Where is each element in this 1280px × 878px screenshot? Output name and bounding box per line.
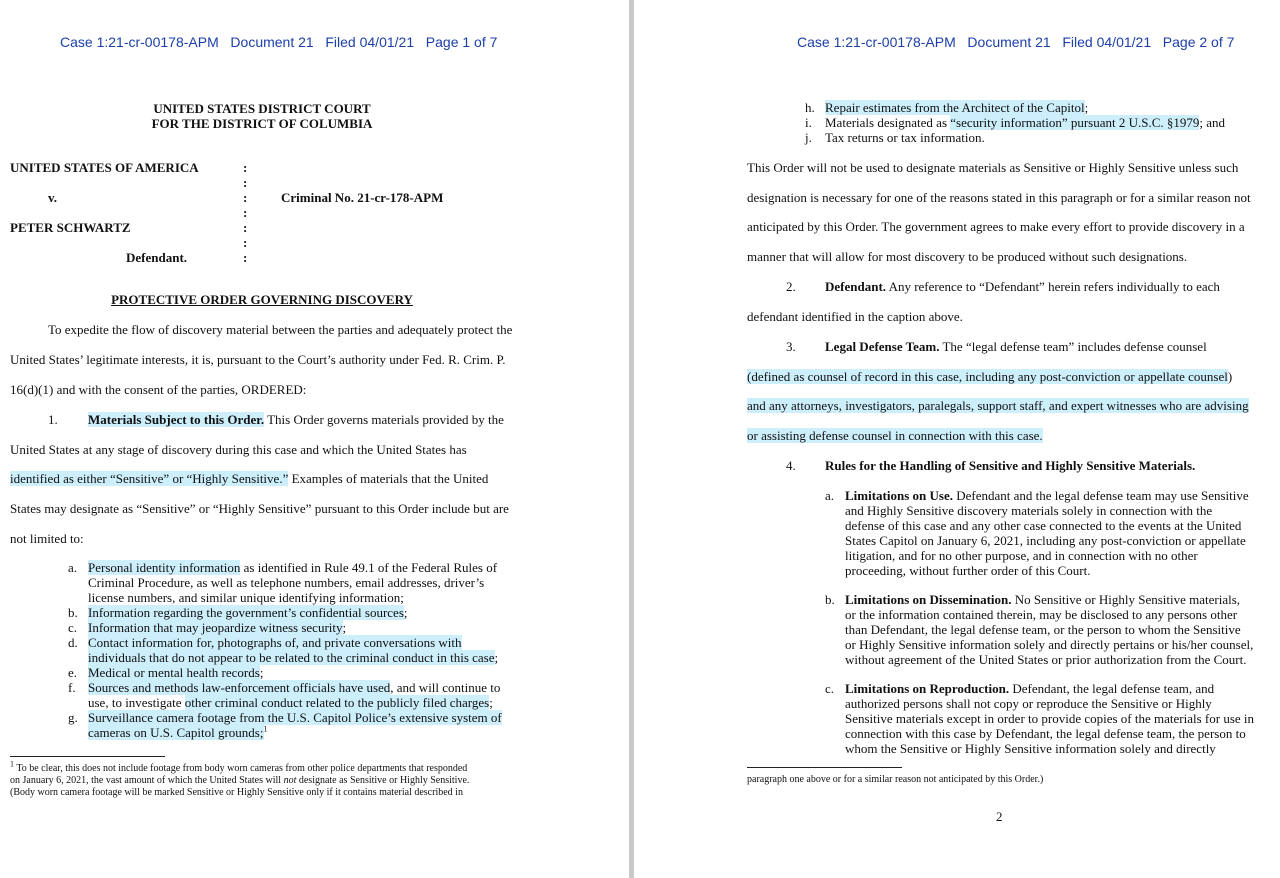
list-label: g. [68, 710, 78, 725]
section-2-number: 2. [786, 279, 796, 294]
header-case: Case 1:21-cr-00178-APM [60, 34, 219, 50]
list-item-b: Information regarding the government’s confidential sources; [88, 605, 408, 620]
list-label: a. [825, 488, 835, 503]
limitations-reproduction-line: connection with this case by Defendant, the legal defense team, the person to [845, 726, 1246, 741]
body-line: designation is necessary for one of the reasons stated in this paragraph or for a similar reason not [747, 190, 1251, 205]
intro-line: United States’ legitimate interests, it is, pursuant to the Court’s authority under Fed. R. Crim. P. [10, 352, 506, 367]
section-1-line: States may designate as “Sensitive” or “Highly Sensitive” pursuant to this Order include but are [10, 501, 509, 516]
footnote-line: (Body worn camera footage will be marked Sensitive or Highly Sensitive only if it contains material described in [10, 787, 463, 798]
header-filed: Filed 04/01/21 [325, 34, 415, 50]
header-page: Page 2 of 7 [1162, 34, 1235, 50]
header-filed: Filed 04/01/21 [1062, 34, 1152, 50]
limitations-reproduction-line: Limitations on Reproduction. Defendant, the legal defense team, and [845, 681, 1215, 696]
list-item-d-line: individuals that do not appear to be related to the criminal conduct in this case; [88, 650, 499, 665]
limitations-dissemination-line: than Defendant, the legal defense team, or the person to whom the Sensitive [845, 622, 1241, 637]
section-1-line: not limited to: [10, 531, 84, 546]
limitations-use-line: proceeding, without further order of this Court. [845, 563, 1091, 578]
caption-defendant-role: Defendant. [126, 250, 188, 265]
caption-versus: v. [48, 190, 58, 205]
list-item-a-line: Criminal Procedure, as well as telephone numbers, email addresses, driver’s [88, 575, 485, 590]
section-4-number: 4. [786, 458, 796, 473]
list-item-h: Repair estimates from the Architect of the Capitol; [825, 100, 1089, 115]
header-document: Document 21 [967, 34, 1051, 50]
list-label: j. [805, 130, 812, 145]
section-1-line: identified as either “Sensitive” or “Highly Sensitive.” Examples of materials that the United [10, 471, 489, 486]
list-item-a-line: license numbers, and similar unique identifying information; [88, 590, 404, 605]
document-page-1 [0, 0, 630, 878]
list-item-a: Personal identity information as identified in Rule 49.1 of the Federal Rules of [88, 560, 498, 575]
section-1-heading: Materials Subject to this Order. [88, 412, 265, 427]
body-line: anticipated by this Order. The government agrees to make every effort to provide discovery in a [747, 219, 1245, 234]
list-label: a. [68, 560, 78, 575]
list-label: c. [825, 681, 835, 696]
list-item-c: Information that may jeopardize witness security; [88, 620, 347, 635]
order-title: PROTECTIVE ORDER GOVERNING DISCOVERY [111, 292, 413, 307]
header-case: Case 1:21-cr-00178-APM [797, 34, 956, 50]
footnote-rule [10, 756, 165, 757]
footnote-rule [747, 767, 902, 768]
court-district: FOR THE DISTRICT OF COLUMBIA [151, 116, 373, 131]
list-item-e: Medical or mental health records; [88, 665, 264, 680]
section-1-line: Materials Subject to this Order. This Order governs materials provided by the [88, 412, 504, 427]
limitations-dissemination-line: Limitations on Dissemination. No Sensitive or Highly Sensitive materials, [845, 592, 1241, 607]
list-item-f-line: use, to investigate other criminal conduct related to the publicly filed charges; [88, 695, 493, 710]
list-label: f. [68, 680, 76, 695]
caption-colon: : [243, 250, 248, 265]
body-line: This Order will not be used to designate materials as Sensitive or Highly Sensitive unless such [747, 160, 1239, 175]
court-name: UNITED STATES DISTRICT COURT [153, 101, 371, 116]
limitations-reproduction-line: authorized persons shall not copy or reproduce the Sensitive or Highly [845, 696, 1212, 711]
caption-criminal-no: Criminal No. 21-cr-178-APM [281, 190, 444, 205]
caption-colon: : [243, 220, 248, 235]
limitations-dissemination-line: without agreement of the United States or prior authorization from the Court. [845, 652, 1247, 667]
page-header [797, 34, 1234, 50]
list-item-d: Contact information for, photographs of, and private conversations with [88, 635, 462, 650]
list-item-i: Materials designated as “security information” pursuant 2 U.S.C. §1979; and [825, 115, 1226, 130]
caption-defendant: PETER SCHWARTZ [10, 220, 131, 235]
section-1-number: 1. [48, 412, 58, 427]
list-label: i. [805, 115, 812, 130]
limitations-use-line: defense of this case and any other case connected to the events at the United [845, 518, 1242, 533]
section-3-line: Legal Defense Team. The “legal defense team” includes defense counsel [825, 339, 1207, 354]
footnote-ref: 1 [263, 724, 268, 734]
list-item-g: Surveillance camera footage from the U.S. Capitol Police’s extensive system of [88, 710, 502, 725]
body-line: manner that will allow for most discovery to be produced without such designations. [747, 249, 1188, 264]
section-2-heading: Defendant. [825, 279, 887, 294]
section-2-line: Defendant. Any reference to “Defendant” herein refers individually to each [825, 279, 1220, 294]
document-page-2 [634, 0, 1280, 878]
footnote-line: $^1$ To be clear, this does not include footage from body worn cameras from other police departments that responded [10, 759, 468, 774]
header-document: Document 21 [230, 34, 314, 50]
limitations-dissemination-heading: Limitations on Dissemination. [845, 592, 1012, 607]
section-2-line: defendant identified in the caption above. [747, 309, 963, 324]
list-item-f: Sources and methods law-enforcement officials have used, and will continue to [88, 680, 501, 695]
limitations-use-line: States Capitol on January 6, 2021, including any post-conviction or appellate [845, 533, 1246, 548]
section-3-number: 3. [786, 339, 796, 354]
list-item-g-line: cameras on U.S. Capitol grounds;$^1$ [88, 724, 268, 740]
limitations-reproduction-heading: Limitations on Reproduction. [845, 681, 1010, 696]
list-label: b. [825, 592, 835, 607]
page-number: 2 [996, 809, 1003, 824]
footnote-line: on January 6, 2021, the vast amount of which the United States will not designate as Sensitive or Highly Sensitive. [10, 775, 470, 786]
caption-colon: : [243, 190, 248, 205]
caption-colon: : [243, 235, 248, 250]
section-3-line: (defined as counsel of record in this case, including any post-conviction or appellate counsel) [747, 369, 1233, 384]
footnote-continuation: paragraph one above or for a similar reason not anticipated by this Order.) [747, 774, 1044, 785]
caption-colon: : [243, 205, 248, 220]
section-3-heading: Legal Defense Team. [825, 339, 940, 354]
limitations-dissemination-line: or the information contained therein, may be disclosed to any persons other [845, 607, 1238, 622]
list-label: h. [805, 100, 815, 115]
limitations-use-line: Limitations on Use. Defendant and the legal defense team may use Sensitive [845, 488, 1249, 503]
limitations-use-line: litigation, and for no other purpose, and in connection with no other [845, 548, 1198, 563]
caption-plaintiff: UNITED STATES OF AMERICA [10, 160, 199, 175]
section-1-line: United States at any stage of discovery during this case and which the United States has [10, 442, 467, 457]
list-label: d. [68, 635, 78, 650]
section-3-line: or assisting defense counsel in connection with this case. [747, 428, 1043, 443]
section-4-heading: Rules for the Handling of Sensitive and Highly Sensitive Materials. [825, 458, 1196, 473]
limitations-use-line: and Highly Sensitive discovery materials solely in connection with the [845, 503, 1213, 518]
limitations-reproduction-line: Sensitive materials except in order to provide copies of the materials for use in [845, 711, 1255, 726]
limitations-reproduction-line: whom the Sensitive or Highly Sensitive information solely and directly [845, 741, 1216, 756]
caption-colon: : [243, 160, 248, 175]
list-item-j: Tax returns or tax information. [825, 130, 985, 145]
intro-line: To expedite the flow of discovery material between the parties and adequately protect the [48, 322, 513, 337]
header-page: Page 1 of 7 [425, 34, 498, 50]
caption-colon: : [243, 175, 248, 190]
page-header [60, 34, 497, 50]
limitations-use-heading: Limitations on Use. [845, 488, 953, 503]
list-label: b. [68, 605, 78, 620]
intro-line: 16(d)(1) and with the consent of the parties, ORDERED: [10, 382, 307, 397]
section-3-line: and any attorneys, investigators, paralegals, support staff, and expert witnesses who are advising [747, 398, 1249, 413]
list-label: c. [68, 620, 78, 635]
limitations-dissemination-line: or Highly Sensitive information solely and directly pertains or his/her counsel, [845, 637, 1254, 652]
list-label: e. [68, 665, 78, 680]
